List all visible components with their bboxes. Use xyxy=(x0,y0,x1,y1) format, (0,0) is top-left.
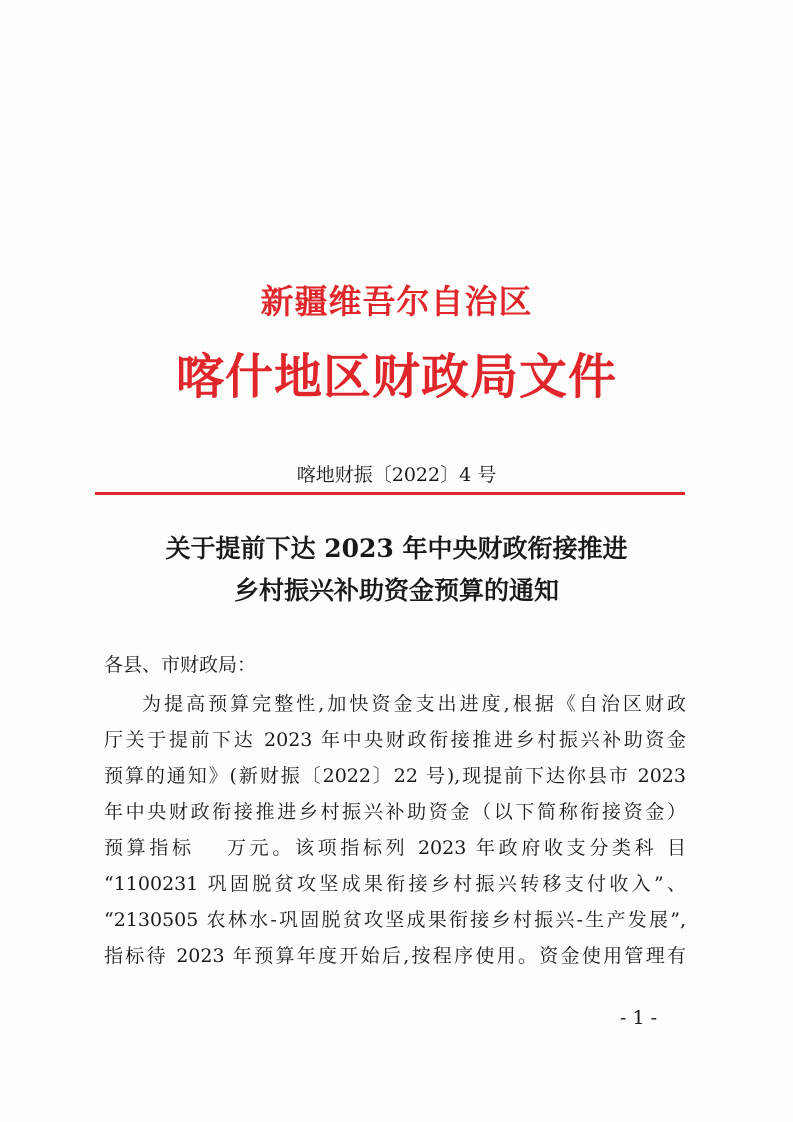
body-line: “1100231 巩固脱贫攻坚成果衔接乡村振兴转移支付收入”、 xyxy=(104,873,686,895)
document-header-title: 喀什地区财政局文件 xyxy=(175,349,617,405)
body-paragraph xyxy=(104,686,686,974)
notice-title-line1: 关于提前下达 2023 年中央财政衔接推进 xyxy=(165,534,628,563)
body-line: 厅关于提前下达 2023 年中央财政衔接推进乡村振兴补助资金 xyxy=(104,729,686,751)
body-line: 年中央财政衔接推进乡村振兴补助资金（以下简称衔接资金） xyxy=(104,801,686,823)
body-line: 指标待 2023 年预算年度开始后,按程序使用。资金使用管理有 xyxy=(104,945,686,967)
salutation: 各县、市财政局： xyxy=(104,654,257,676)
body-line: 为提高预算完整性,加快资金支出进度,根据《自治区财政 xyxy=(142,693,686,715)
page-number: - 1 - xyxy=(620,1007,658,1029)
issuing-region: 新疆维吾尔自治区 xyxy=(260,282,533,321)
body-line: “2130505 农林水-巩固脱贫攻坚成果衔接乡村振兴-生产发展”, xyxy=(104,909,686,931)
body-line: 预算的通知》(新财振〔2022〕22 号),现提前下达你县市 2023 xyxy=(104,765,686,787)
body-line: 预算指标 万元。该项指标列 2023 年政府收支分类科 目 xyxy=(104,837,686,859)
red-divider-line xyxy=(95,492,685,495)
notice-title-line2: 乡村振兴补助资金预算的通知 xyxy=(233,576,559,605)
notice-title xyxy=(0,528,793,612)
document-number: 喀地财振〔2022〕4 号 xyxy=(296,464,497,486)
